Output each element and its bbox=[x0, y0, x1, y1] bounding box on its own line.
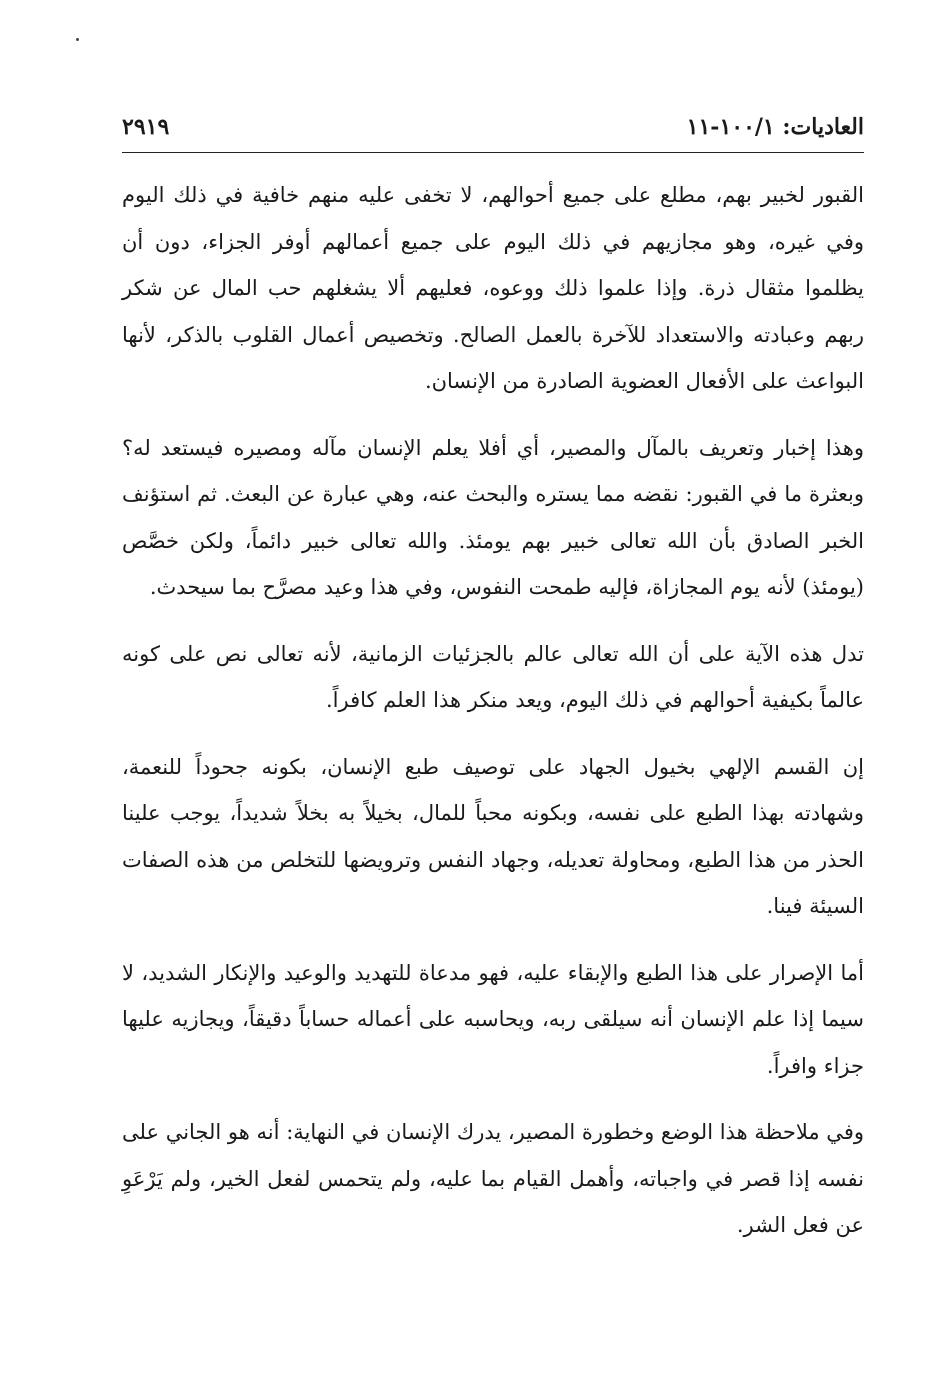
page-number: ٢٩١٩ bbox=[122, 114, 170, 140]
paragraph-3: تدل هذه الآية على أن الله تعالى عالم بالجزئيات الزمانية، لأنه تعالى نص على كونه عالماً بكيفية أحوالهم في ذلك اليوم، ويعد منكر هذا العلم كافراً. bbox=[122, 641, 864, 712]
paragraph-4: إن القسم الإلهي بخيول الجهاد على توصيف طبع الإنسان، بكونه جحوداً للنعمة، وشهادته بهذا الطبع على نفسه، وبكونه محباً للمال، بخيلاً به بخلاً شديداً، يوجب علينا الحذر من هذا الطبع، ومحاولة تعديله، وجهاد النفس وترويضها للتخلص من هذه الصفات السيئة فينا. bbox=[122, 754, 864, 918]
header-title: العاديات: ١٠٠/١-١١ bbox=[686, 114, 864, 140]
scan-speck bbox=[76, 38, 79, 41]
paragraph-1: القبور لخبير بهم، مطلع على جميع أحوالهم، لا تخفى عليه منهم خافية في ذلك اليوم وفي غيره، وهو مجازيهم في ذلك اليوم على جميع أعمالهم أوفر الجزاء، دون أن يظلموا مثقال ذرة. وإذا علموا ذلك ووعوه، فعليهم ألا يشغلهم حب المال عن شكر ربهم وعبادته والاستعداد للآخرة بالعمل الصالح. وتخصيص أعمال القلوب بالذكر، لأنها البواعث على الأفعال العضوية الصادرة من الإنسان. bbox=[122, 183, 864, 393]
running-header bbox=[122, 110, 864, 146]
paragraph-5: أما الإصرار على هذا الطبع والإبقاء عليه، فهو مدعاة للتهديد والوعيد والإنكار الشديد، لا سيما إذا علم الإنسان أنه سيلقى ربه، ويحاسبه على أعماله حساباً دقيقاً، ويجازيه عليها جزاء وافراً. bbox=[122, 960, 864, 1078]
paragraph-6: وفي ملاحظة هذا الوضع وخطورة المصير، يدرك الإنسان في النهاية: أنه هو الجاني على نفسه إذا قصر في واجباته، وأهمل القيام بما عليه، ولم يتحمس لفعل الخير، ولم يَرْعَوِ عن فعل الشر. bbox=[122, 1120, 864, 1237]
header-divider bbox=[122, 152, 864, 153]
page-body bbox=[122, 172, 864, 1269]
paragraph-2: وهذا إخبار وتعريف بالمآل والمصير، أي أفلا يعلم الإنسان مآله ومصيره فيستعد له؟ وبعثرة ما في القبور: نقضه مما يستره والبحث عنه، وهي عبارة عن البعث. ثم استؤنف الخبر الصادق بأن الله تعالى خبير بهم يومئذ. والله تعالى خبير دائماً، ولكن خصَّص (يومئذ) لأنه يوم المجازاة، فإليه طمحت النفوس، وفي هذا وعيد مصرَّح بما سيحدث. bbox=[122, 435, 864, 599]
